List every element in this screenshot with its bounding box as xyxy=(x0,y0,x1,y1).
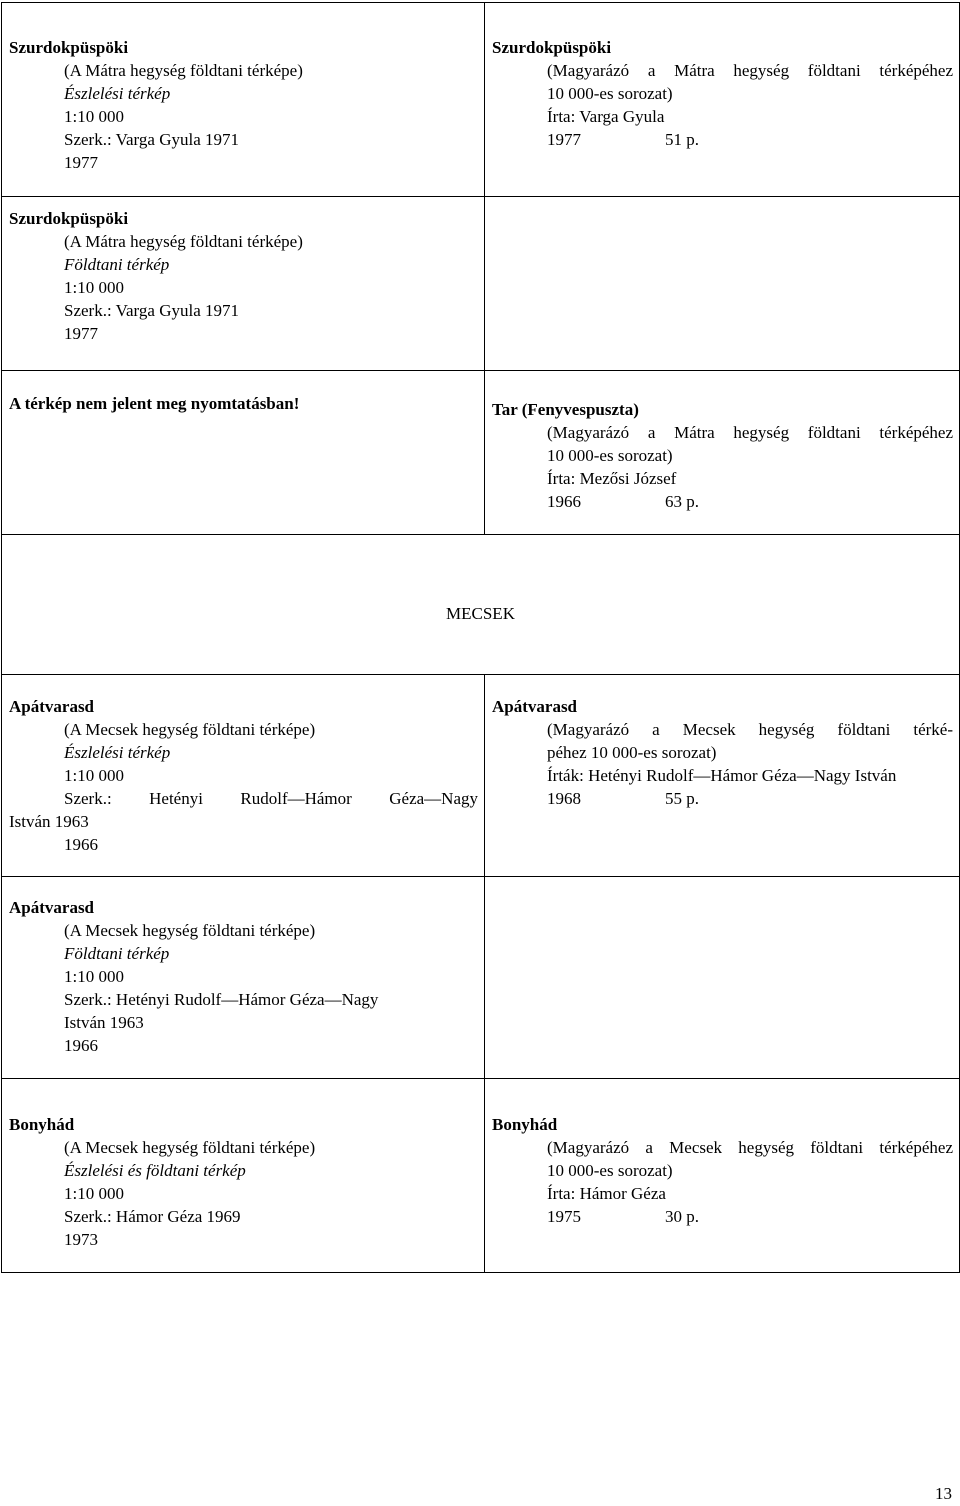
map-scale: 1:10 000 xyxy=(64,107,124,126)
map-subtitle: (A Mecsek hegység földtani térképe) xyxy=(64,720,316,739)
explanation-pages: 30 p. xyxy=(665,1207,699,1226)
catalog-table xyxy=(1,2,960,1273)
explanation-desc-line2: 10 000-es sorozat) xyxy=(547,446,673,465)
map-place-name: Szurdokpüspöki xyxy=(9,38,129,57)
map-editor: Szerk.: Hámor Géza 1969 xyxy=(64,1207,241,1226)
map-year: 1977 xyxy=(64,153,98,172)
empty-cell xyxy=(485,877,960,1079)
map-scale: 1:10 000 xyxy=(64,278,124,297)
explanation-desc-line1: (Magyarázó a Mátra hegység földtani térképéhez xyxy=(547,423,953,442)
map-entry-cell xyxy=(2,877,485,1079)
map-type: Észlelési térkép xyxy=(64,743,171,762)
map-scale: 1:10 000 xyxy=(64,967,124,986)
explanation-year-pages xyxy=(492,787,953,810)
map-scale: 1:10 000 xyxy=(64,1184,124,1203)
map-year: 1973 xyxy=(64,1230,98,1249)
map-editor-line2: István 1963 xyxy=(64,1013,144,1032)
explanation-pages: 51 p. xyxy=(665,130,699,149)
map-subtitle: (A Mecsek hegység földtani térképe) xyxy=(64,1138,316,1157)
explanation-author: Írta: Varga Gyula xyxy=(547,107,665,126)
explanation-desc-line2: 10 000-es sorozat) xyxy=(547,84,673,103)
map-editor-line1: Szerk.: Hetényi Rudolf—Hámor Géza—Nagy xyxy=(64,990,379,1009)
explanation-desc-line2: péhez 10 000-es sorozat) xyxy=(547,743,717,762)
map-entry-cell xyxy=(2,371,485,535)
explanation-pages: 63 p. xyxy=(665,492,699,511)
explanation-author: Írta: Hámor Géza xyxy=(547,1184,666,1203)
explanation-year-pages xyxy=(492,1205,953,1228)
map-subtitle: (A Mecsek hegység földtani térképe) xyxy=(64,921,316,940)
explanation-entry-cell xyxy=(485,371,960,535)
catalog-row xyxy=(2,371,960,535)
map-place-name: Apátvarasd xyxy=(9,697,95,716)
map-type: Földtani térkép xyxy=(64,255,170,274)
catalog-row xyxy=(2,197,960,371)
map-scale: 1:10 000 xyxy=(64,766,124,785)
map-type: Észlelési és földtani térkép xyxy=(64,1161,246,1180)
map-type: Észlelési térkép xyxy=(64,84,171,103)
map-year: 1966 xyxy=(64,835,98,854)
explanation-desc-line1: (Magyarázó a Mecsek hegység földtani térké- xyxy=(547,720,953,739)
map-year: 1977 xyxy=(64,324,98,343)
explanation-pages: 55 p. xyxy=(665,789,699,808)
map-entry-cell xyxy=(2,197,485,371)
empty-cell xyxy=(485,197,960,371)
map-year: 1966 xyxy=(64,1036,98,1055)
explanation-year-pages xyxy=(492,490,953,513)
explanation-entry-cell xyxy=(485,3,960,197)
explanation-place-name: Tar (Fenyvespuszta) xyxy=(492,400,639,419)
explanation-place-name: Apátvarasd xyxy=(492,697,578,716)
section-heading: MECSEK xyxy=(446,604,515,623)
explanation-year: 1968 xyxy=(547,789,581,808)
catalog-row xyxy=(2,1079,960,1273)
map-type: Földtani térkép xyxy=(64,944,170,963)
catalog-row xyxy=(2,3,960,197)
catalog-row xyxy=(2,675,960,877)
map-entry-cell xyxy=(2,1079,485,1273)
explanation-year-pages xyxy=(492,128,953,151)
explanation-entry-cell xyxy=(485,1079,960,1273)
page-number: 13 xyxy=(935,1484,952,1503)
section-cell xyxy=(2,535,960,675)
map-editor: Szerk.: Varga Gyula 1971 xyxy=(64,301,240,320)
map-subtitle: (A Mátra hegység földtani térképe) xyxy=(64,232,303,251)
explanation-year: 1977 xyxy=(547,130,581,149)
map-editor: Szerk.: Varga Gyula 1971 xyxy=(64,130,240,149)
explanation-author: Írták: Hetényi Rudolf—Hámor Géza—Nagy István xyxy=(547,766,897,785)
map-entry-cell xyxy=(2,675,485,877)
map-editor-line2: István 1963 xyxy=(9,812,89,831)
map-entry-cell xyxy=(2,3,485,197)
map-place-name: Bonyhád xyxy=(9,1115,75,1134)
map-editor-line1: Szerk.: Hetényi Rudolf—Hámor Géza—Nagy xyxy=(64,789,478,808)
explanation-desc-line2: 10 000-es sorozat) xyxy=(547,1161,673,1180)
explanation-year: 1966 xyxy=(547,492,581,511)
section-row xyxy=(2,535,960,675)
map-place-name: Szurdokpüspöki xyxy=(9,209,129,228)
explanation-author: Írta: Mezősi József xyxy=(547,469,677,488)
explanation-desc-line1: (Magyarázó a Mecsek hegység földtani térképéhez xyxy=(547,1138,953,1157)
map-note: A térkép nem jelent meg nyomtatásban! xyxy=(9,394,300,413)
map-subtitle: (A Mátra hegység földtani térképe) xyxy=(64,61,303,80)
explanation-year: 1975 xyxy=(547,1207,581,1226)
explanation-place-name: Bonyhád xyxy=(492,1115,558,1134)
explanation-place-name: Szurdokpüspöki xyxy=(492,38,612,57)
catalog-row xyxy=(2,877,960,1079)
explanation-entry-cell xyxy=(485,675,960,877)
explanation-desc-line1: (Magyarázó a Mátra hegység földtani térképéhez xyxy=(547,61,953,80)
map-place-name: Apátvarasd xyxy=(9,898,95,917)
